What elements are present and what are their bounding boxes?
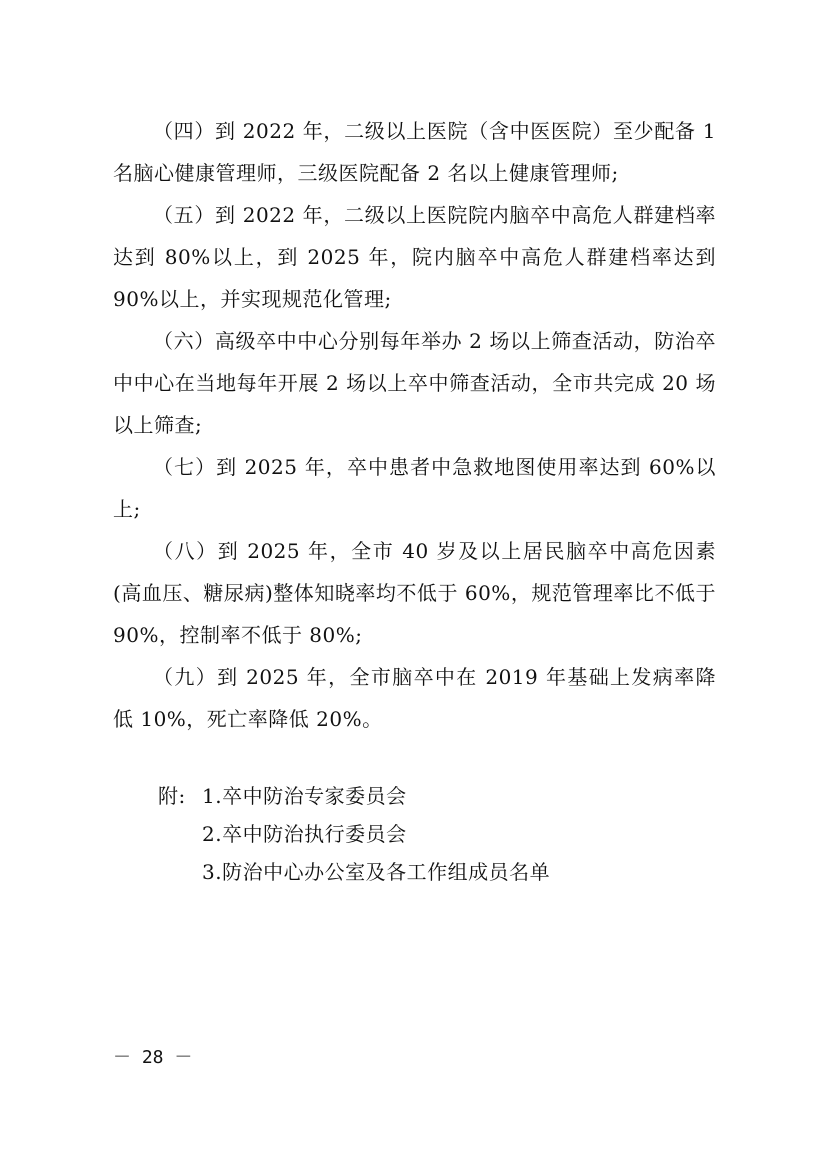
paragraph-4: （四）到 2022 年，二级以上医院（含中医医院）至少配备 1 名脑心健康管理师，三级医院配备 2 名以上健康管理师; [113, 119, 716, 185]
attachment-item [158, 777, 718, 815]
paragraph-5: （五）到 2022 年，二级以上医院院内脑卒中高危人群建档率达到 80%以上，到 2025 年，院内脑卒中高危人群建档率达到 90%以上，并实现规范化管理; [113, 203, 716, 311]
paragraph-9: （九）到 2025 年，全市脑卒中在 2019 年基础上发病率降低 10%，死亡率降低 20%。 [113, 665, 716, 731]
attachment-item [158, 815, 718, 853]
paragraph-6: （六）高级卒中中心分别每年举办 2 场以上筛查活动，防治卒中中心在当地每年开展 2 场以上卒中筛查活动，全市共完成 20 场以上筛查; [113, 329, 716, 437]
attachments-label: 附: [158, 784, 186, 808]
attachment-text: 2.卒中防治执行委员会 [202, 822, 407, 846]
page-number: － 28 － [113, 1047, 193, 1068]
attachment-text: 3.防治中心办公室及各工作组成员名单 [202, 860, 551, 884]
attachment-text: 1.卒中防治专家委员会 [202, 784, 407, 808]
paragraph-7: （七）到 2025 年，卒中患者中急救地图使用率达到 60%以上; [113, 455, 716, 521]
body-text [113, 110, 716, 740]
attachments-list [158, 777, 718, 891]
attachment-item [158, 853, 718, 891]
paragraph-8: （八）到 2025 年，全市 40 岁及以上居民脑卒中高危因素(高血压、糖尿病)整体知晓率均不低于 60%，规范管理率比不低于 90%，控制率不低于 80%; [113, 539, 716, 647]
